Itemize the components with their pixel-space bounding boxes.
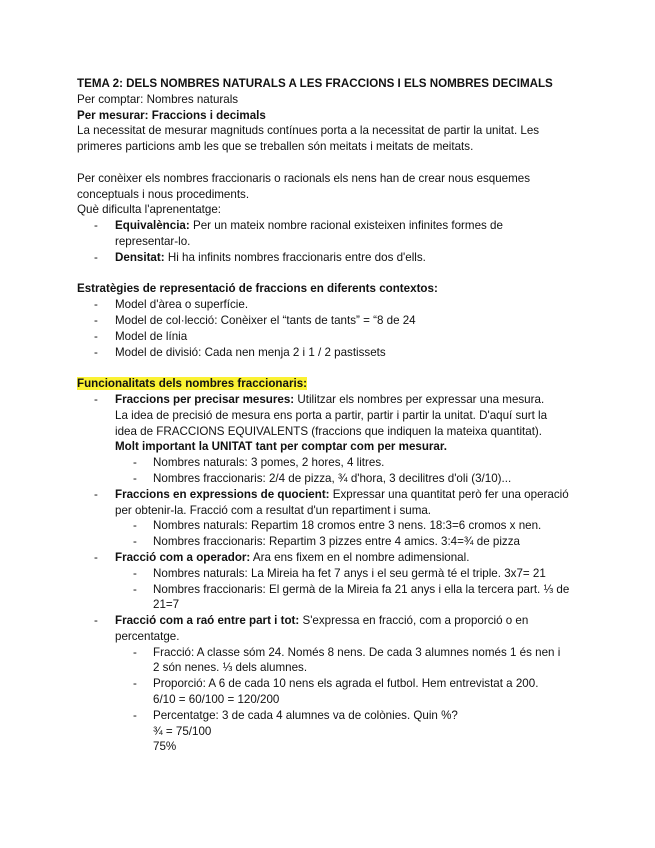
- sub-list-continuation: 2 són nenes. ⅓ dels alumnes.: [153, 661, 308, 675]
- list-item-continuation: representar-lo.: [115, 234, 191, 248]
- list-item: - Model d'àrea o superfície.: [94, 298, 249, 312]
- list-item-continuation: Molt important la UNITAT tant per comptar com per mesurar.: [115, 440, 447, 454]
- paragraph-line: primeres particions amb les que se treballen són meitats i meitats de meitats.: [77, 140, 474, 154]
- sub-list-continuation: 75%: [153, 740, 177, 754]
- paragraph-line: conceptuals i nous procediments.: [77, 187, 250, 201]
- list-item-quotient: - Fraccions en expressions de quocient: Expressar una quantitat però fer una operació: [94, 487, 569, 501]
- sub-list-item: - Nombres naturals: Repartim 18 cromos entre 3 nens. 18:3=6 cromos x nen.: [133, 519, 542, 533]
- list-item-continuation: La idea de precisió de mesura ens porta a partir, partir i partir la unitat. D'aquí surt la: [115, 408, 548, 422]
- list-item-operator: - Fracció com a operador: Ara ens fixem en el nombre adimensional.: [94, 550, 470, 564]
- list-item: - Model de divisió: Cada nen menja 2 i 1 / 2 pastissets: [94, 345, 386, 359]
- sub-list-item: - Proporció: A 6 de cada 10 nens els agrada el futbol. Hem entrevistat a 200.: [133, 677, 539, 691]
- sub-list-item: - Nombres fraccionaris: El germà de la Mireia fa 21 anys i ella la tercera part. ⅓ de: [133, 582, 570, 596]
- sub-list-item: - Percentatge: 3 de cada 4 alumnes va de colònies. Quin %?: [133, 708, 458, 722]
- document-page: [77, 76, 577, 755]
- count-line: Per comptar: Nombres naturals: [77, 92, 239, 106]
- sub-list-item: - Fracció: A classe sóm 24. Només 8 nens. De cada 3 alumnes només 1 és nen i: [133, 645, 561, 659]
- list-item-continuation: idea de FRACCIONS EQUIVALENTS (fraccions que indiquen la mateixa quantitat).: [115, 424, 543, 438]
- paragraph-line: Què dificulta l'aprenentatge:: [77, 203, 222, 217]
- list-item-ratio: - Fracció com a raó entre part i tot: S'expressa en fracció, com a proporció o en: [94, 614, 529, 628]
- list-item-density: - Densitat: Hi ha infinits nombres fraccionaris entre dos d'ells.: [94, 250, 426, 264]
- list-item: - Model de col·lecció: Conèixer el “tants de tants” = “8 de 24: [94, 313, 416, 327]
- sub-list-continuation: ¾ = 75/100: [153, 724, 212, 738]
- functions-heading: [77, 376, 577, 392]
- document-title: TEMA 2: DELS NOMBRES NATURALS A LES FRACCIONS I ELS NOMBRES DECIMALS: [77, 77, 553, 90]
- sub-list-continuation: 6/10 = 60/100 = 120/200: [153, 693, 280, 707]
- strategies-heading: Estratègies de representació de fraccions en diferents contextos:: [77, 282, 438, 296]
- list-item: - Model de línia: [94, 329, 188, 343]
- sub-list-item: - Nombres fraccionaris: Repartim 3 pizzes entre 4 amics. 3:4=¾ de pizza: [133, 535, 520, 549]
- sub-list-item: - Nombres fraccionaris: 2/4 de pizza, ¾ d'hora, 3 decilitres d'oli (3/10)...: [133, 471, 512, 485]
- list-item-equivalence: - Equivalència: Per un mateix nombre racional existeixen infinites formes de: [94, 219, 503, 233]
- paragraph-line: La necessitat de mesurar magnituds contínues porta a la necessitat de partir la unitat. Les: [77, 124, 540, 138]
- list-item-precise-measures: - Fraccions per precisar mesures: Utilitzar els nombres per expressar una mesura.: [94, 392, 545, 406]
- sub-list-item: - Nombres naturals: 3 pomes, 2 hores, 4 litres.: [133, 456, 385, 470]
- paragraph-line: Per conèixer els nombres fraccionaris o racionals els nens han de crear nous esquemes: [77, 171, 531, 185]
- list-item-continuation: per obtenir-la. Fracció com a resultat d'un repartiment i suma.: [115, 503, 432, 517]
- list-item-continuation: percentatge.: [115, 629, 180, 643]
- sub-list-item: - Nombres naturals: La Mireia ha fet 7 anys i el seu germà té el triple. 3x7= 21: [133, 566, 546, 580]
- sub-list-continuation: 21=7: [153, 598, 180, 612]
- measure-heading: Per mesurar: Fraccions i decimals: [77, 108, 266, 122]
- highlighted-text: Funcionalitats dels nombres fraccionaris:: [77, 377, 308, 391]
